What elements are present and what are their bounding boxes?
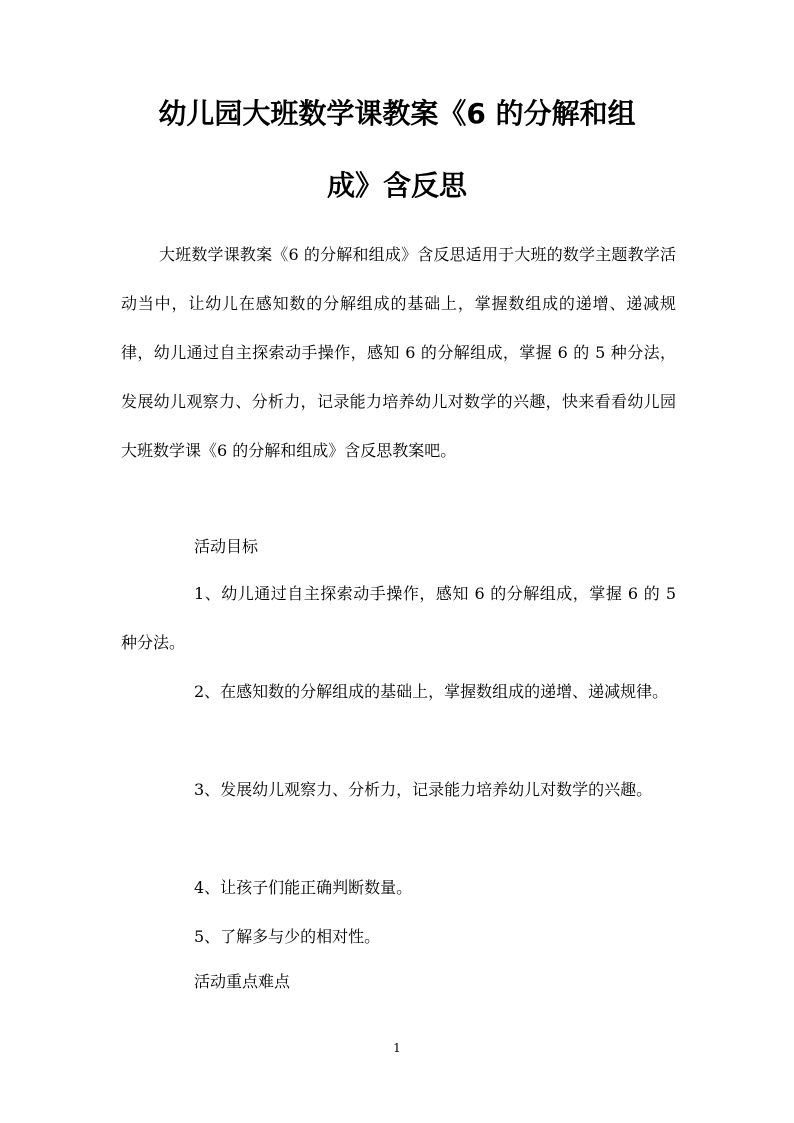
goal-item-4: 4、让孩子们能正确判断数量。 xyxy=(194,878,413,897)
goal-item-2: 2、在感知数的分解组成的基础上，掌握数组成的递增、递减规律。 xyxy=(194,682,669,701)
section-heading-goals: 活动目标 xyxy=(194,537,259,556)
section-heading-key-points: 活动重点难点 xyxy=(194,972,291,991)
goal-item-1: 1、幼儿通过自主探索动手操作，感知 6 的分解组成，掌握 6 的 5 种分法。 xyxy=(121,584,676,652)
goal-item-3: 3、发展幼儿观察力、分析力，记录能力培养幼儿对数学的兴趣。 xyxy=(194,780,653,799)
document-title-line-2: 成》含反思 xyxy=(326,169,467,202)
goal-item-5: 5、了解多与少的相对性。 xyxy=(194,927,381,946)
document-title-line-1: 幼儿园大班数学课教案《6 的分解和组 xyxy=(158,97,636,130)
page-number: 1 xyxy=(393,1041,401,1055)
intro-paragraph: 大班数学课教案《6 的分解和组成》含反思适用于大班的数学主题教学活动当中，让幼儿在感知数的分解组成的基础上，掌握数组成的递增、递减规律，幼儿通过自主探索动手操作，感知 6 的分解组成，掌握 6 的 5 种分法，发展幼儿观察力、分析力，记录能力培养幼儿对数学的兴趣，快来看看幼儿园大班数学课《6 的分解和组成》含反思教案吧。 xyxy=(121,245,676,460)
